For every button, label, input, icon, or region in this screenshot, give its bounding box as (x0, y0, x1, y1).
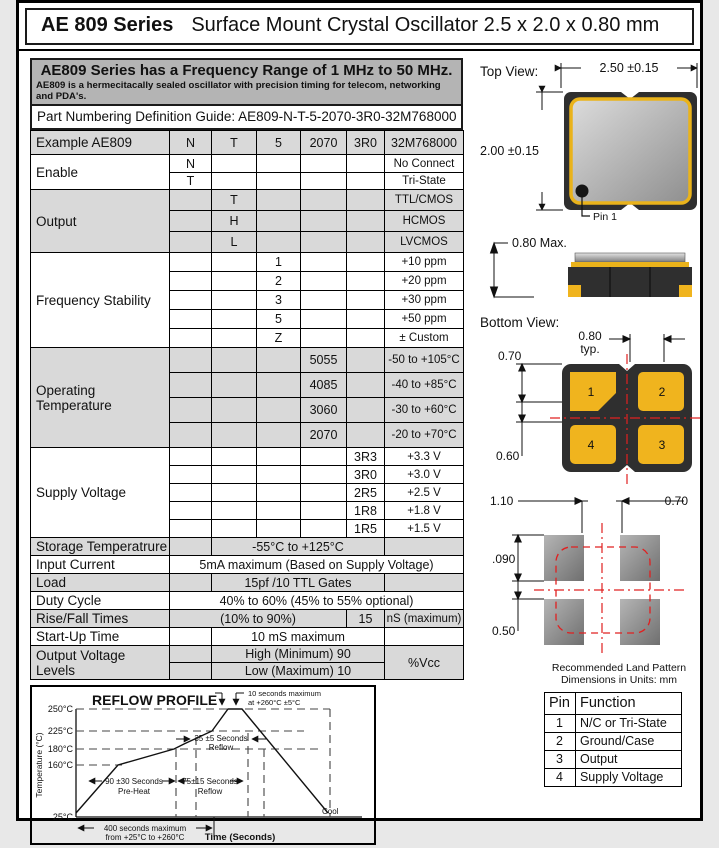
supply-desc-1r5: +1.5 V (385, 520, 464, 538)
side-pad-right (679, 285, 692, 297)
pin-4: 4 (545, 769, 576, 787)
table-row (31, 538, 464, 556)
freq-desc-5: +50 ppm (385, 310, 464, 329)
land-pattern-caption-1: Recommended Land Pattern (551, 662, 687, 674)
top-view-package (564, 92, 697, 223)
reflow-profile-box (30, 685, 376, 845)
bottom-view-label: Bottom View: (480, 315, 560, 330)
pad-1-number: 1 (587, 385, 595, 399)
s75-line1: 75±15 Seconds (182, 777, 238, 786)
dim-070-land: 0.70 (664, 494, 688, 508)
top-view-diagram (478, 58, 706, 226)
total-line2: from +25°C to +260°C (105, 833, 185, 842)
cool-label: Cool (322, 807, 339, 816)
reflow-axes (76, 709, 362, 817)
optemp-code-5055: 5055 (301, 348, 347, 373)
spec-table (30, 130, 464, 680)
output-desc-h: HCMOS (385, 211, 464, 232)
out-levels-label: Output Voltage Levels (31, 646, 170, 680)
reflow-profile-chart (32, 687, 374, 843)
table-row (31, 592, 464, 610)
reflow-curve (76, 709, 328, 813)
dim-090: .090 (492, 552, 516, 566)
table-row (31, 348, 464, 373)
out-levels-high: High (Minimum) 90 (212, 646, 385, 663)
pin-row-2 (545, 733, 682, 751)
out-levels-low: Low (Maximum) 10 (212, 663, 385, 680)
table-row (31, 155, 464, 173)
output-code-l: L (212, 232, 257, 253)
table-row (31, 610, 464, 628)
banner-subline: AE809 is a hermecitacally sealed oscillator with precision timing for telecom, networking and PDA's. (36, 80, 441, 102)
datasheet-page (16, 0, 703, 843)
right-column (478, 58, 706, 845)
out-levels-unit: %Vcc (385, 646, 464, 680)
example-c2: T (212, 131, 257, 155)
example-c6: 32M768000 (385, 131, 464, 155)
preheat-line2: Pre-Heat (117, 787, 151, 796)
optemp-code-2070: 2070 (301, 423, 347, 448)
optemp-code-3060: 3060 (301, 398, 347, 423)
pin-2-function: Ground/Case (575, 733, 681, 751)
freq-desc-2: +20 ppm (385, 272, 464, 291)
supply-label: Supply Voltage (31, 448, 170, 538)
optemp-desc-5055: -50 to +105°C (385, 348, 464, 373)
dim-050: 0.50 (492, 624, 516, 638)
reflow-xlabel: Time (Seconds) (204, 832, 276, 843)
total-time-annotation (78, 817, 214, 842)
freq-code-z: Z (257, 329, 301, 348)
part-numbering-guide: Part Numbering Definition Guide: AE809-N-T-5-2070-3R0-32M768000 (30, 106, 463, 130)
optemp-code-4085: 4085 (301, 373, 347, 398)
output-code-h: H (212, 211, 257, 232)
dim-070: 0.70 (498, 349, 522, 363)
pin-4-function: Supply Voltage (575, 769, 681, 787)
s75-line2: Reflow (197, 787, 223, 796)
bottom-view-diagram (478, 314, 706, 486)
peak-line2: at +260°C ±5°C (248, 698, 301, 707)
enable-label: Enable (31, 155, 170, 190)
startup-label: Start-Up Time (31, 628, 170, 646)
optemp-desc-4085: -40 to +85°C (385, 373, 464, 398)
load-value: 15pf /10 TTL Gates (212, 574, 385, 592)
title-bar (25, 8, 694, 45)
title-divider (19, 49, 700, 51)
duty-label: Duty Cycle (31, 592, 170, 610)
pin-3-function: Output (575, 751, 681, 769)
land-pad-1 (544, 535, 584, 581)
enable-desc-t: Tri-State (385, 173, 464, 190)
enable-code-n: N (170, 155, 212, 173)
optemp-desc-2070: -20 to +70°C (385, 423, 464, 448)
example-c3: 5 (257, 131, 301, 155)
freq-label: Frequency Stability (31, 253, 170, 348)
freq-desc-3: +30 ppm (385, 291, 464, 310)
rise-fall-value: (10% to 90%) (170, 610, 347, 628)
output-desc-t: TTL/CMOS (385, 190, 464, 211)
reflow-gridlines (76, 709, 330, 817)
pin-function-table (544, 692, 682, 787)
reflow-title: REFLOW PROFILE (92, 692, 218, 708)
input-current-value: 5mA maximum (Based on Supply Voltage) (170, 556, 464, 574)
pin-3: 3 (545, 751, 576, 769)
frequency-banner (30, 58, 463, 106)
function-header: Function (575, 693, 681, 715)
table-row (31, 628, 464, 646)
freq-desc-z: ± Custom (385, 329, 464, 348)
side-pad-left (568, 285, 581, 297)
supply-code-2r5: 2R5 (347, 484, 385, 502)
table-row (31, 556, 464, 574)
freq-code-3: 3 (257, 291, 301, 310)
ytick-180: 180°C (47, 744, 73, 754)
ytick-225: 225°C (47, 726, 73, 736)
series-title: AE 809 Series (41, 14, 174, 36)
supply-desc-2r5: +2.5 V (385, 484, 464, 502)
pin-2: 2 (545, 733, 576, 751)
supply-desc-3r3: +3.3 V (385, 448, 464, 466)
input-current-label: Input Current (31, 556, 170, 574)
land-pattern-diagram (478, 491, 706, 657)
dim-060: 0.60 (496, 449, 520, 463)
ytick-250: 250°C (47, 704, 73, 714)
storage-label: Storage Temperatrure (31, 538, 170, 556)
dim-typ: typ. (580, 342, 600, 356)
preheat-line1: 90 ±30 Seconds (105, 777, 163, 786)
reflow-ylabel: Temperature (°C) (34, 732, 44, 798)
top-view-label: Top View: (480, 64, 539, 79)
freq-code-1: 1 (257, 253, 301, 272)
freq-code-5: 5 (257, 310, 301, 329)
s35-line2: Reflow (208, 743, 234, 752)
pad-2-number: 2 (658, 385, 666, 399)
load-label: Load (31, 574, 170, 592)
peak-line1: 10 seconds maximum (248, 689, 321, 698)
banner-headline: AE809 Series has a Frequency Range of 1 MHz to 50 MHz. (40, 62, 453, 79)
pin-1: 1 (545, 715, 576, 733)
total-line1: 400 seconds maximum (103, 824, 187, 833)
left-dim-lines (536, 92, 563, 210)
example-c5: 3R0 (347, 131, 385, 155)
output-code-t: T (212, 190, 257, 211)
supply-desc-1r8: +1.8 V (385, 502, 464, 520)
ytick-25: 25°C (52, 812, 73, 822)
supply-code-3r0: 3R0 (347, 466, 385, 484)
supply-code-1r8: 1R8 (347, 502, 385, 520)
table-row (31, 190, 464, 211)
supply-desc-3r0: +3.0 V (385, 466, 464, 484)
pin-row-1 (545, 715, 682, 733)
table-row (31, 131, 464, 155)
pad-3-number: 3 (658, 438, 666, 452)
dim-080: 0.80 (578, 329, 602, 343)
pin-row-4 (545, 769, 682, 787)
freq-code-2: 2 (257, 272, 301, 291)
pin-row-3 (545, 751, 682, 769)
table-row (31, 253, 464, 272)
duty-value: 40% to 60% (45% to 55% optional) (170, 592, 464, 610)
side-height-dim: 0.80 Max. (512, 236, 567, 250)
land-pad-4 (544, 599, 584, 645)
pad-4-number: 4 (587, 438, 595, 452)
rise-fall-unit: nS (maximum) (385, 610, 464, 628)
top-width-dim: 2.50 ±0.15 (599, 61, 659, 75)
optemp-label: Operating Temperature (31, 348, 170, 448)
pin1-label: Pin 1 (593, 211, 617, 223)
pin-table-header (545, 693, 682, 715)
zone-annotations (89, 777, 243, 796)
peak-annotation (215, 689, 321, 707)
output-desc-l: LVCMOS (385, 232, 464, 253)
dim-110: 1.10 (490, 494, 514, 508)
table-row (31, 646, 464, 663)
example-label: Example AE809 (31, 131, 170, 155)
supply-code-1r5: 1R5 (347, 520, 385, 538)
supply-code-3r3: 3R3 (347, 448, 385, 466)
storage-value: -55°C to +125°C (212, 538, 385, 556)
example-c1: N (170, 131, 212, 155)
rise-fall-num: 15 (347, 610, 385, 628)
ytick-160: 160°C (47, 760, 73, 770)
table-row (31, 448, 464, 466)
land-pad-2 (620, 535, 660, 581)
side-view-package (568, 253, 692, 297)
land-pattern-caption-2: Dimensions in Units: mm (560, 674, 678, 686)
side-dim-lines (491, 243, 535, 297)
top-height-dim: 2.00 ±0.15 (480, 144, 539, 158)
table-row (31, 574, 464, 592)
optemp-desc-3060: -30 to +60°C (385, 398, 464, 423)
startup-value: 10 mS maximum (212, 628, 385, 646)
land-pad-3 (620, 599, 660, 645)
freq-desc-1: +10 ppm (385, 253, 464, 272)
pin-header: Pin (545, 693, 576, 715)
example-c4: 2070 (301, 131, 347, 155)
side-view-diagram (478, 231, 706, 309)
product-title: Surface Mount Crystal Oscillator 2.5 x 2.0 x 0.80 mm (191, 14, 660, 36)
rise-fall-label: Rise/Fall Times (31, 610, 170, 628)
pin1-dot (576, 185, 589, 198)
left-column (30, 58, 468, 845)
reflow-yticks (48, 704, 74, 822)
enable-desc-n: No Connect (385, 155, 464, 173)
content (30, 58, 700, 845)
pin-1-function: N/C or Tri-State (575, 715, 681, 733)
s35-line1: 35 ±5 Seconds (194, 734, 248, 743)
enable-code-t: T (170, 173, 212, 190)
output-label: Output (31, 190, 170, 253)
